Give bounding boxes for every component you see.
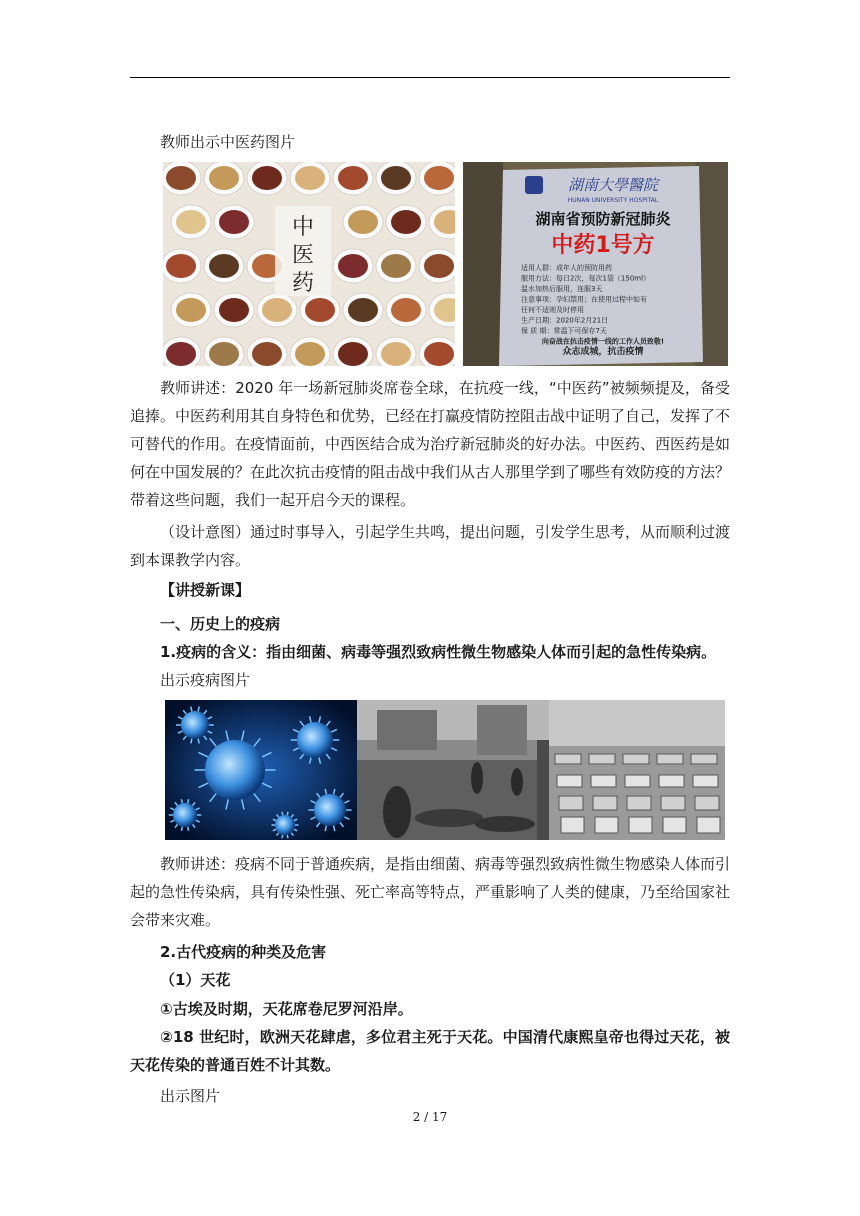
herb-bowl: [257, 293, 297, 327]
smallpox-item-1: ①古埃及时期，天花席卷尼罗河沿岸。: [160, 1000, 413, 1018]
package-title: 湖南省预防新冠肺炎: [535, 210, 671, 228]
package-hospital-en: HUNAN UNIVERSITY HOSPITAL: [567, 197, 659, 204]
package-line: 适用人群：成年人的预防用药: [521, 264, 612, 272]
plague-historic-street-photo: [357, 700, 549, 840]
ancient-plague-types: 2.古代疫病的种类及危害: [160, 943, 327, 961]
herb-bowl: [214, 205, 254, 239]
herb-bowl: [333, 337, 373, 366]
ward-bed: [695, 796, 719, 810]
header-rule: [130, 77, 730, 78]
herb-bowl: [290, 162, 330, 195]
smallpox-heading: （1）天花: [160, 971, 231, 989]
package-line: 众志成城，抗击疫情: [562, 347, 644, 357]
herb-bowl: [204, 162, 244, 195]
ward-bed: [561, 817, 584, 833]
herb-bowl: [376, 162, 416, 195]
ward-bed: [593, 796, 617, 810]
ward-bed: [591, 775, 616, 787]
herb-bowl: [204, 337, 244, 366]
plague-definition: 1.疫病的含义：指由细菌、病毒等强烈致病性微生物感染人体而引起的急性传染病。: [160, 643, 717, 661]
virus-illustration: [165, 700, 357, 840]
caption-tcm-images: 教师出示中医药图片: [160, 133, 296, 151]
ward-bed: [559, 796, 583, 810]
ward-bed: [623, 754, 649, 764]
herb-bowl: [343, 293, 383, 327]
herb-bowl: [333, 162, 373, 195]
herb-bowl: [386, 205, 426, 239]
herb-bowl: [171, 205, 211, 239]
herb-bowl: [419, 249, 455, 283]
tcm-image-row: [163, 162, 728, 366]
page-number: 2 / 17: [412, 1110, 448, 1124]
herb-bowl: [376, 249, 416, 283]
package-product: 中药1号方: [551, 233, 655, 258]
ward-bed: [555, 754, 581, 764]
herb-bowl: [290, 337, 330, 366]
herb-bowl: [343, 205, 383, 239]
plague-hospital-ward-photo: [549, 700, 725, 840]
teacher-narration-1: 教师讲述：2020 年一场新冠肺炎席卷全球，在抗疫一线，“中医药”被频频提及，备受追捧。中医药利用其自身特色和优势，已经在打赢疫情防控阻击战中证明了自己，发挥了不可替代的作用。在疫情面前，中西医结合成为治疗新冠肺炎的好办法。中医药、西医药是如何在中国发展的？在此次抗击疫情的阻击战中我们从古人那里学到了哪些有效防疫的方法？带着这些问题，我们一起开启今天的课程。: [130, 379, 731, 509]
design-intent: （设计意图）通过时事导入，引起学生共鸣，提出问题，引发学生思考，从而顺利过渡到本课教学内容。: [130, 523, 731, 569]
herb-bowl: [163, 249, 201, 283]
herb-bowl: [333, 249, 373, 283]
ward-bed: [697, 817, 720, 833]
tcm-calligraphy-2: 医: [291, 243, 315, 268]
ward-bed: [693, 775, 718, 787]
caption-plague-images: 出示疫病图片: [160, 671, 251, 689]
ward-bed: [595, 817, 618, 833]
section-new-lesson: 【讲授新课】: [160, 581, 251, 599]
herb-bowl: [300, 293, 340, 327]
ward-bed: [589, 754, 615, 764]
herb-bowl: [376, 337, 416, 366]
package-line: 任何不适则及时停用: [521, 306, 584, 314]
ward-bed: [627, 796, 651, 810]
tcm-calligraphy-1: 中: [291, 215, 315, 240]
package-line: 保 质 期：常温下可保存7天: [521, 327, 607, 335]
herb-bowl: [419, 162, 455, 195]
ward-bed: [661, 796, 685, 810]
heading-history-plague: 一、历史上的疫病: [160, 615, 281, 633]
package-line: 温水加热后服用，连服3天: [521, 285, 603, 293]
ward-bed: [629, 817, 652, 833]
herb-bowl: [247, 162, 287, 195]
ward-bed: [625, 775, 650, 787]
ward-bed: [659, 775, 684, 787]
herb-bowl: [247, 337, 287, 366]
herb-bowl: [214, 293, 254, 327]
ward-bed: [663, 817, 686, 833]
tcm-herbs-photo: [163, 162, 455, 366]
smallpox-item-2: ②18 世纪时，欧洲天花肆虐，多位君主死于天花。中国清代康熙皇帝也得过天花，被天花传染的普通百姓不计其数。: [130, 1028, 730, 1074]
ward-bed: [691, 754, 717, 764]
ward-bed: [657, 754, 683, 764]
medicine-package-photo: [463, 162, 728, 366]
herb-bowl: [386, 293, 426, 327]
package-hospital-cn: 湖南大學醫院: [567, 176, 659, 194]
caption-show-images: 出示图片: [160, 1087, 221, 1105]
herb-bowl: [163, 162, 201, 195]
package-line: 向奋战在抗击疫情一线的工作人员致敬!: [541, 337, 665, 346]
teacher-narration-2: 教师讲述：疫病不同于普通疾病，是指由细菌、病毒等强烈致病性微生物感染人体而引起的急性传染病，具有传染性强、死亡率高等特点，严重影响了人类的健康，乃至给国家社会带来灾难。: [130, 855, 731, 929]
tcm-calligraphy-3: 药: [291, 271, 315, 296]
package-line: 生产日期：2020年2月21日: [521, 316, 609, 325]
package-line: 注意事项：孕妇禁用；在使用过程中如有: [521, 295, 647, 304]
herb-bowl: [171, 293, 211, 327]
herb-bowl: [204, 249, 244, 283]
package-line: 服用方法：每日2次，每次1袋（150ml）: [521, 274, 651, 283]
ward-bed: [557, 775, 582, 787]
plague-image-row: [165, 700, 725, 840]
